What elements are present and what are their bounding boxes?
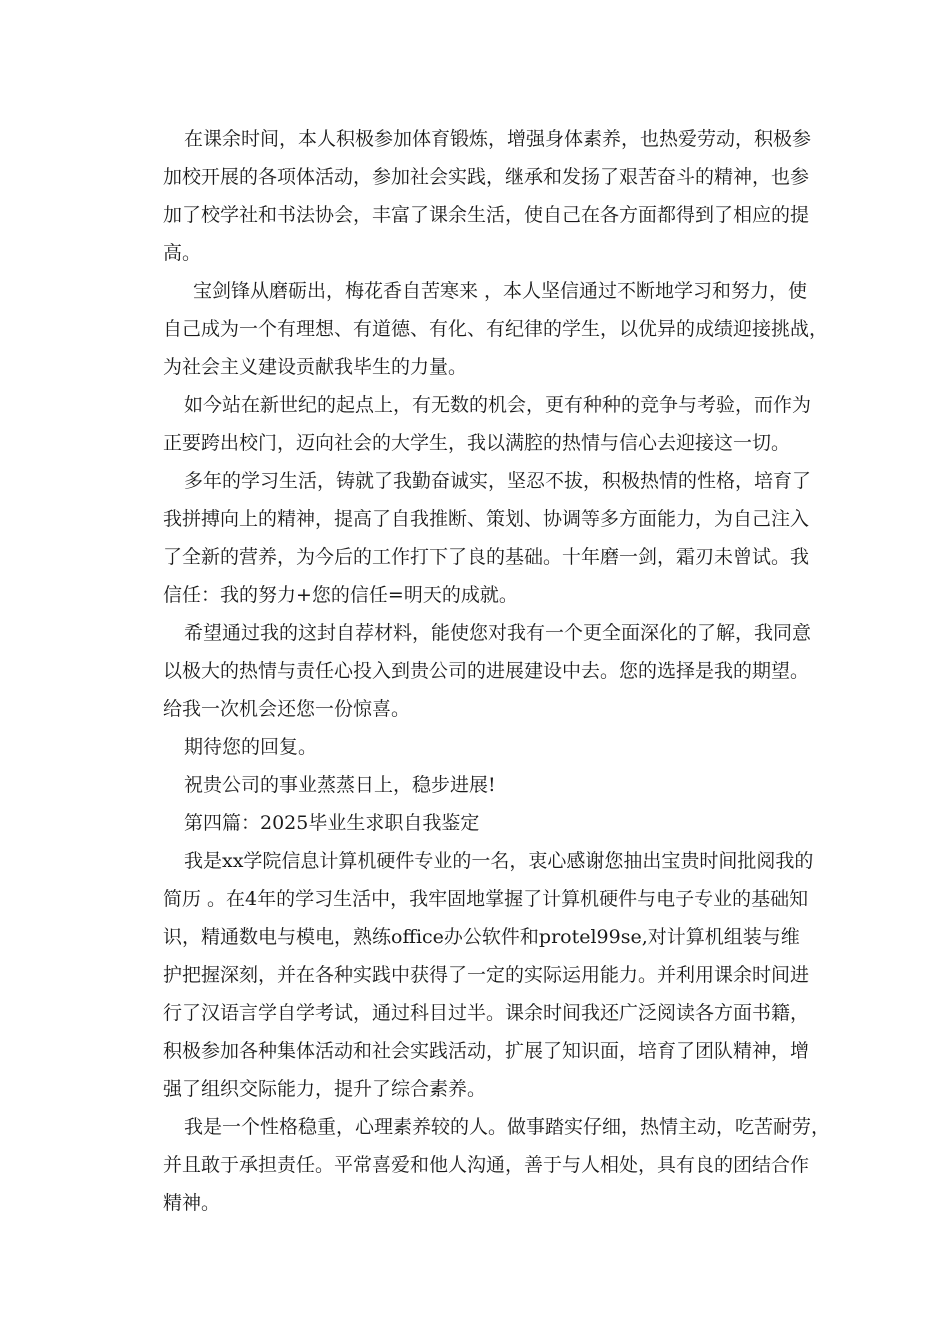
text-line: 强了组织交际能力，提升了综合素养。 (163, 1078, 487, 1100)
text-line: 加校开展的各项体活动，参加社会实践，继承和发扬了艰苦奋斗的精神，也参 (163, 166, 810, 188)
text-line: 护把握深刻，并在各种实践中获得了一定的实际运用能力。并利用课余时间进 (163, 964, 810, 986)
paragraph-self-intro (142, 842, 814, 1108)
text-line: 自己成为一个有理想、有道德、有化、有纪律的学生，以优异的成绩迎接挑战， (163, 318, 829, 340)
paragraph-hope (142, 614, 812, 728)
text-line: 为社会主义建设贡献我毕生的力量。 (163, 356, 468, 378)
text-line: 如今站在新世纪的起点上，有无数的机会，更有种种的竞争与考验，而作为 (184, 394, 812, 416)
text-line: 简历 。在4年的学习生活中，我牢固地掌握了计算机硬件与电子专业的基础知 (163, 888, 809, 910)
paragraph-await-reply (142, 728, 808, 766)
text-line: 正要跨出校门，迈向社会的大学生，我以满腔的热情与信心去迎接这一切。 (163, 432, 791, 454)
text-line: 我是一个性格稳重，心理素养较的人。做事踏实仔细，热情主动，吃苦耐劳， (184, 1116, 831, 1138)
text-line: 我是xx学院信息计算机硬件专业的一名，衷心感谢您抽出宝贵时间批阅我的 (184, 850, 814, 872)
text-line: 期待您的回复。 (184, 736, 318, 758)
text-line: 行了汉语言学自学考试，通过科目过半。课余时间我还广泛阅读各方面书籍， (163, 1002, 810, 1024)
text-line: 积极参加各种集体活动和社会实践活动，扩展了知识面，培育了团队精神，增 (163, 1040, 810, 1062)
text-line: 信任：我的努力+您的信任=明天的成就。 (163, 584, 518, 606)
text-line: 宝剑锋从磨砺出，梅花香自苦寒来 ，本人坚信通过不断地学习和努力，使 (193, 280, 808, 302)
text-line: 祝贵公司的事业蒸蒸日上，稳步进展! (184, 774, 496, 796)
text-line: 多年的学习生活，铸就了我勤奋诚实，坚忍不拔，积极热情的性格，培育了 (184, 470, 812, 492)
text-line: 了全新的营养，为今后的工作打下了良的基础。十年磨一剑，霜刃未曾试。我 (163, 546, 810, 568)
paragraph-personality (142, 1108, 831, 1222)
text-line: 希望通过我的这封自荐材料，能使您对我有一个更全面深化的了解，我同意 (184, 622, 812, 644)
text-line: 第四篇：2025毕业生求职自我鉴定 (184, 812, 480, 834)
text-line: 精神。 (163, 1192, 221, 1214)
text-line: 以极大的热情与责任心投入到贵公司的进展建设中去。您的选择是我的期望。 (163, 660, 810, 682)
section-heading (142, 804, 808, 842)
paragraph-extracurricular (142, 120, 812, 272)
text-line: 并且敢于承担责任。平常喜爱和他人沟通，善于与人相处，具有良的团结合作 (163, 1154, 810, 1176)
paragraph-study-life (142, 462, 812, 614)
document-page (142, 120, 831, 1222)
text-line: 在课余时间，本人积极参加体育锻炼，增强身体素养，也热爱劳动，积极参 (184, 128, 812, 150)
paragraph-new-century (142, 386, 812, 462)
text-line: 我拼搏向上的精神，提高了自我推断、策划、协调等多方面能力，为自己注入 (163, 508, 810, 530)
text-line: 高。 (163, 242, 202, 264)
paragraph-wishes (142, 766, 808, 804)
paragraph-belief (142, 272, 829, 386)
text-line: 识，精通数电与模电，熟练office办公软件和protel99se,对计算机组装与维 (163, 926, 800, 948)
text-line: 给我一次机会还您一份惊喜。 (163, 698, 411, 720)
text-line: 加了校学社和书法协会，丰富了课余生活，使自己在各方面都得到了相应的提 (163, 204, 810, 226)
